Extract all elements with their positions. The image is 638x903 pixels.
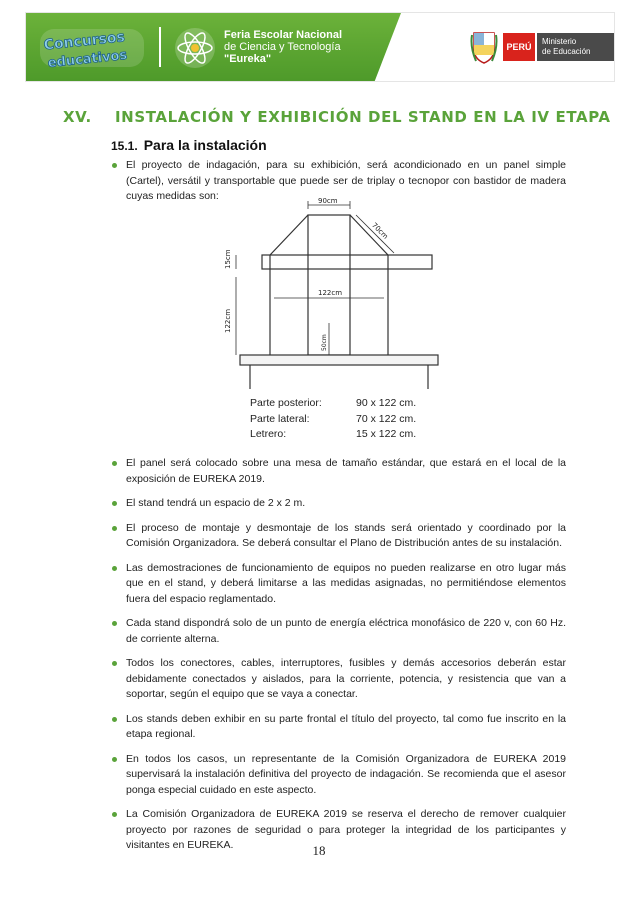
list-item-text: Las demostraciones de funcionamiento de equipos no pueden realizarse en otro lugar más que en el stand, y deberá limitarse a las medidas asignadas, no permitiéndose elementos fuera del espacio reglamentado. xyxy=(126,561,566,605)
dimension-row xyxy=(250,427,416,443)
section-heading xyxy=(63,108,611,126)
rules-list xyxy=(110,456,566,863)
ministry-line2: de Educación xyxy=(542,47,591,56)
subsection-title: Para la instalación xyxy=(143,137,267,153)
dimension-value: 90 x 122 cm. xyxy=(356,397,417,409)
peru-label: PERÚ xyxy=(503,33,535,61)
dimension-value: 70 x 122 cm. xyxy=(356,412,417,425)
label-panel-height: 122cm xyxy=(224,308,232,333)
label-inner-width: 122cm xyxy=(318,289,343,297)
logo-line2: educativos xyxy=(47,47,128,71)
list-item-text: Cada stand dispondrá solo de un punto de energía eléctrica monofásico de 220 v, con 60 Hz. de corriente alterna. xyxy=(126,617,566,645)
list-item xyxy=(110,656,566,703)
header-banner xyxy=(25,12,615,82)
bullet-icon xyxy=(112,661,117,666)
stand-diagram xyxy=(200,193,445,393)
section-number: XV. xyxy=(63,108,92,126)
dimension-row xyxy=(250,412,416,428)
bullet-icon xyxy=(112,163,117,168)
bullet-icon xyxy=(112,461,117,466)
coat-of-arms-icon xyxy=(470,27,498,67)
dimension-label: Parte posterior: xyxy=(250,397,322,409)
list-item xyxy=(110,456,566,487)
list-item xyxy=(110,616,566,647)
list-item xyxy=(110,752,566,799)
list-item-text: Todos los conectores, cables, interruptores, fusibles y demás accesorios deberán estar debidamente conectados y aislados, para la corriente, potencia, y resistencia que van a soportar, según el equipo que se vaya a conectar. xyxy=(126,657,566,700)
bullet-icon xyxy=(112,757,117,762)
bullet-icon xyxy=(112,501,117,506)
list-item xyxy=(110,561,566,608)
subsection-number: 15.1. xyxy=(111,139,138,153)
bullet-icon xyxy=(112,566,117,571)
dimensions-table xyxy=(250,396,416,443)
dimension-label: Letrero: xyxy=(250,428,287,440)
page-number: 18 xyxy=(312,843,326,858)
logo-line1: Concursos xyxy=(42,29,126,54)
list-item-text: La Comisión Organizadora de EUREKA 2019 se reserva el derecho de remover cualquier proyecto por razones de seguridad o para proteger la integridad de los participantes y visitantes en EUREKA. xyxy=(126,808,566,851)
label-top-width: 90cm xyxy=(318,197,338,205)
dimension-row xyxy=(250,396,416,412)
dimension-label: Parte lateral: xyxy=(250,412,310,425)
feria-line1: Feria Escolar Nacional xyxy=(224,29,342,41)
banner-divider xyxy=(159,27,161,67)
bullet-icon xyxy=(112,621,117,626)
subsection-heading xyxy=(111,137,267,153)
section-title: INSTALACIÓN Y EXHIBICIÓN DEL STAND EN LA IV ETAPA xyxy=(115,108,611,126)
label-table-height: 50cm xyxy=(321,334,328,351)
label-sign-height: 15cm xyxy=(224,249,232,269)
ministry-label xyxy=(537,33,615,61)
list-item-text: El proyecto de indagación, para su exhibición, será acondicionado en un panel simple (Cartel), versátil y transportable que puede ser de triplay o tecnopor con bastidor de madera cuyas medidas son: xyxy=(126,159,566,202)
list-item-text: El proceso de montaje y desmontaje de los stands será orientado y coordinado por la Comisión Organizadora. Se deberá consultar el Plano de Distribución antes de su instalación. xyxy=(126,521,566,549)
list-item-text: El panel será colocado sobre una mesa de tamaño estándar, que estará en el local de la exposición de EUREKA 2019. xyxy=(126,457,566,485)
list-item-text: En todos los casos, un representante de la Comisión Organizadora de EUREKA 2019 supervisará la instalación definitiva del proyecto de indagación. Se recomienda que el asesor ponga especial cuidado en este aspecto. xyxy=(126,752,566,796)
concursos-educativos-logo xyxy=(38,25,146,71)
label-side-width: 70cm xyxy=(370,221,390,241)
list-item xyxy=(110,712,566,743)
list-item xyxy=(110,496,566,512)
bullet-icon xyxy=(112,717,117,722)
list-item xyxy=(110,521,566,552)
list-item-text: Los stands deben exhibir en su parte frontal el título del proyecto, tal como fue inscrito en la etapa regional. xyxy=(126,712,566,740)
bullet-icon xyxy=(112,526,117,531)
ministry-line1: Ministerio xyxy=(542,37,577,46)
atom-icon xyxy=(174,27,216,69)
feria-title xyxy=(224,29,342,65)
list-item-text: El stand tendrá un espacio de 2 x 2 m. xyxy=(126,497,306,509)
feria-line3: "Eureka" xyxy=(224,53,272,65)
bullet-icon xyxy=(112,812,117,817)
feria-line2: de Ciencia y Tecnología xyxy=(224,41,341,53)
dimension-value: 15 x 122 cm. xyxy=(356,428,417,440)
